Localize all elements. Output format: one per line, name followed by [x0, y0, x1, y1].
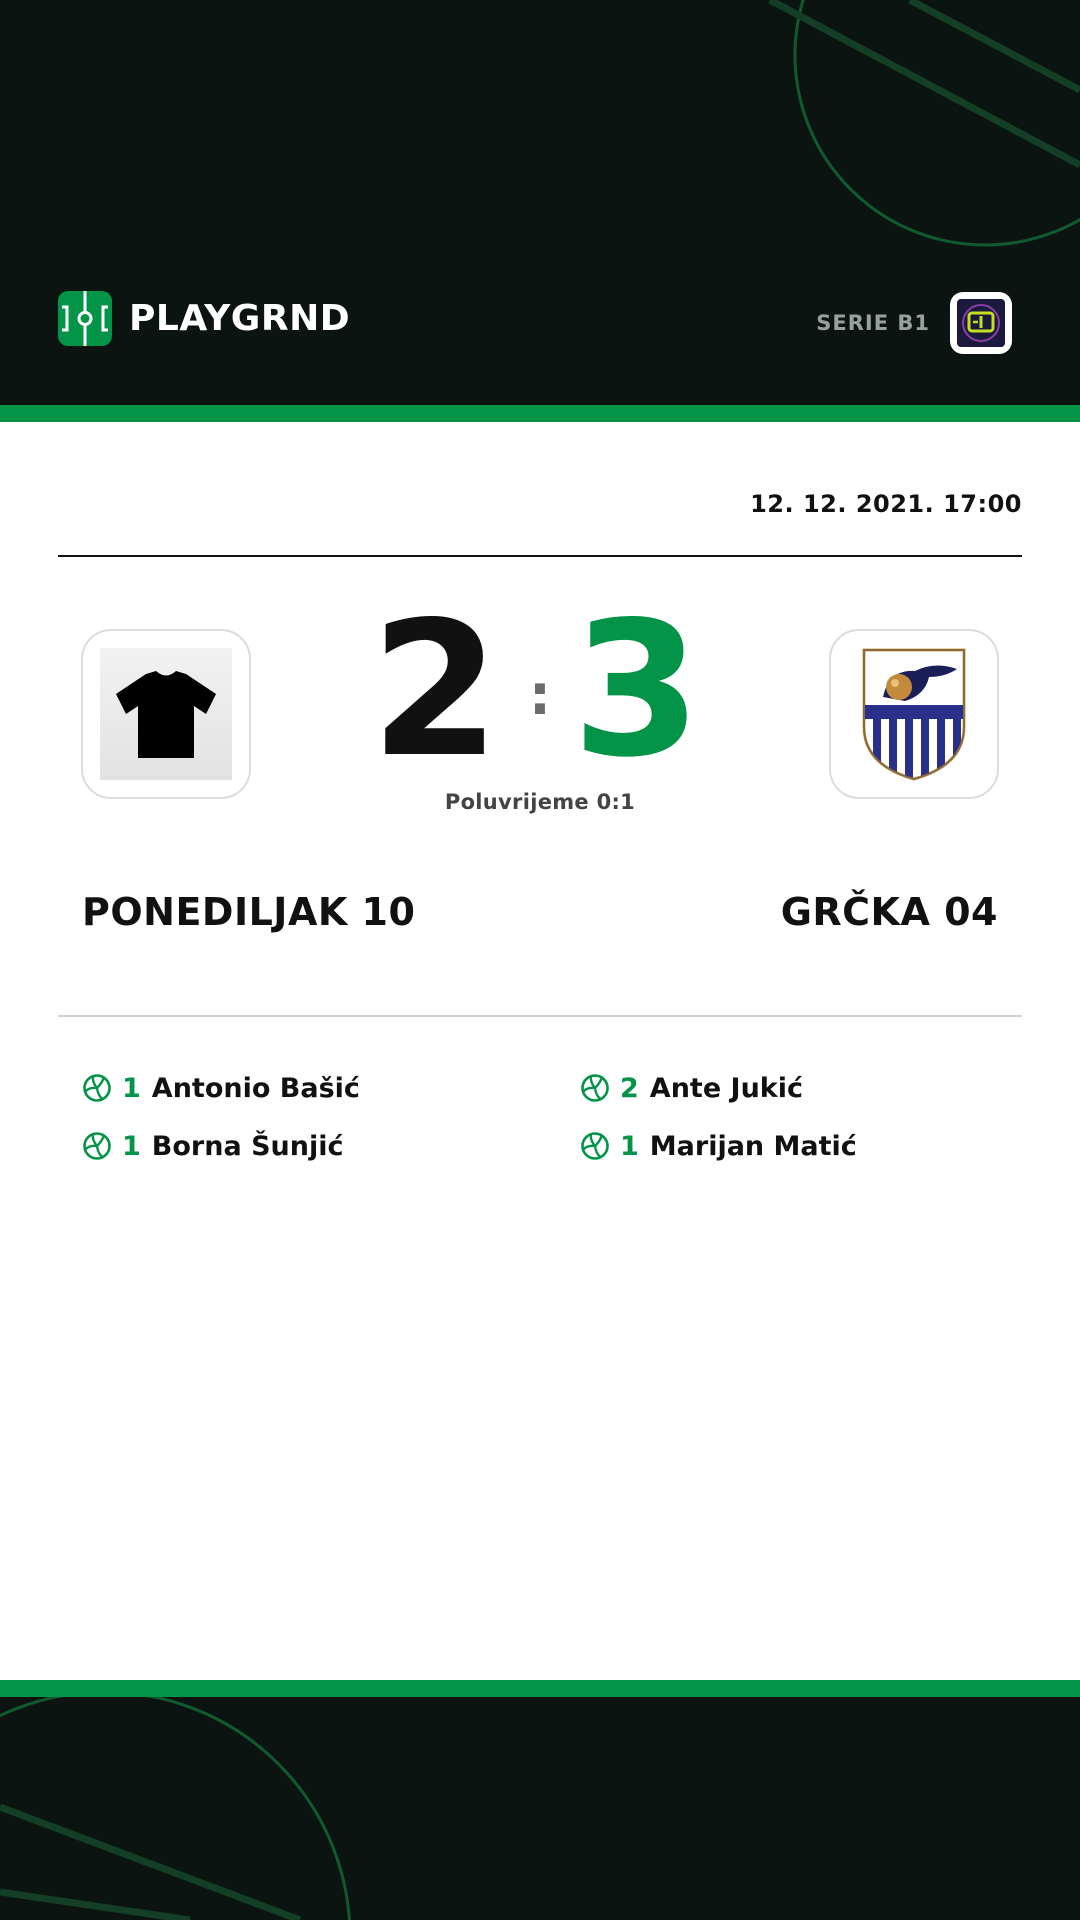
league[interactable] [816, 292, 1012, 354]
tshirt-icon [100, 648, 232, 780]
serie-b1-logo [950, 292, 1012, 354]
match-datetime: 12. 12. 2021. 17:00 [750, 490, 1022, 518]
volleyball-icon [82, 1131, 112, 1161]
scorer-row[interactable] [580, 1126, 1000, 1166]
away-score: 3 [572, 581, 702, 798]
scorer-row[interactable] [82, 1068, 502, 1108]
scorer-name: Borna Šunjić [151, 1130, 344, 1162]
footer-accent-band [0, 1680, 1080, 1697]
brand-name: PLAYGRND [129, 298, 351, 339]
home-scorers-list [82, 1068, 502, 1184]
home-team-crest[interactable] [81, 629, 251, 799]
divider [58, 555, 1022, 557]
brand[interactable] [58, 291, 350, 346]
goal-count: 1 [122, 1130, 141, 1162]
halftime-score: Poluvrijeme 0:1 [444, 790, 636, 814]
goal-count: 1 [122, 1072, 141, 1104]
home-score: 2 [370, 581, 500, 798]
grcka-crest [859, 647, 969, 782]
scorer-name: Ante Jukić [649, 1072, 804, 1104]
away-team-crest[interactable] [829, 629, 999, 799]
goal-count: 1 [620, 1130, 639, 1162]
away-scorers-list [580, 1068, 1000, 1184]
header-accent-band [0, 405, 1080, 422]
scoreboard [340, 581, 740, 798]
scorer-name: Marijan Matić [649, 1130, 857, 1162]
volleyball-icon [580, 1073, 610, 1103]
pitch-decoration [0, 1697, 1080, 1920]
header [0, 0, 1080, 405]
volleyball-icon [580, 1131, 610, 1161]
score-separator: : [528, 663, 552, 728]
scorer-row[interactable] [82, 1126, 502, 1166]
goal-count: 2 [620, 1072, 639, 1104]
home-team-name[interactable]: PONEDILJAK 10 [82, 890, 416, 934]
volleyball-icon [82, 1073, 112, 1103]
scorer-row[interactable] [580, 1068, 1000, 1108]
pitch-icon [58, 291, 112, 346]
away-team-name[interactable]: GRČKA 04 [780, 890, 998, 934]
divider [58, 1015, 1022, 1017]
scorer-name: Antonio Bašić [151, 1072, 360, 1104]
footer [0, 1697, 1080, 1920]
league-name: SERIE B1 [816, 311, 930, 335]
